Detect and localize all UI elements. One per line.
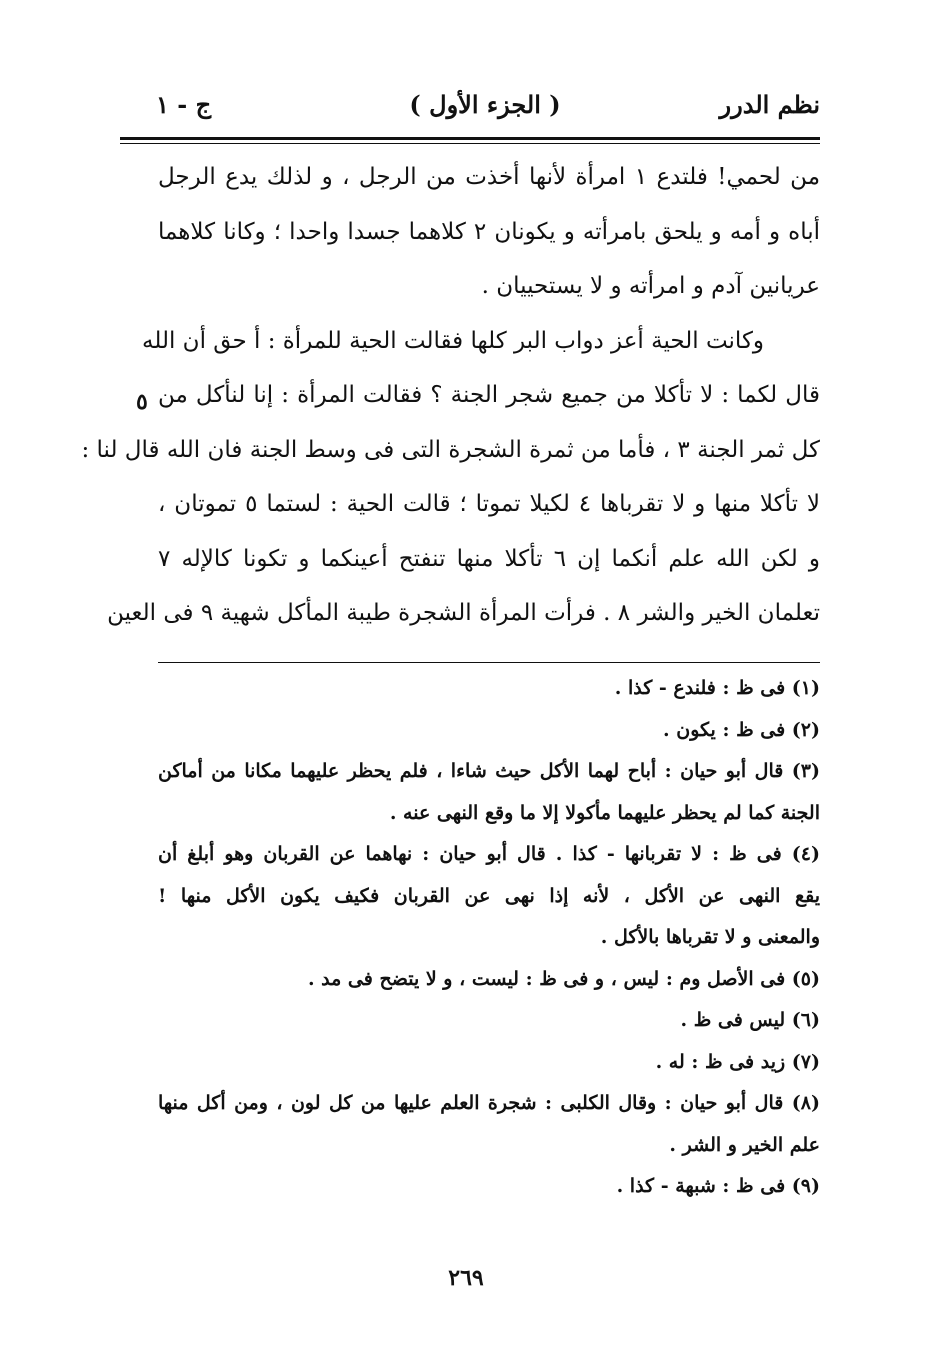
text-line: و لكن الله علم أنكما إن ٦ تأكلا منها تنفتح أعينكما و تكونا كالإله ٧ [158,545,820,572]
text-line: كل ثمر الجنة ٣ ، فأما من ثمرة الشجرة التى فى وسط الجنة فان الله قال لنا : [81,436,820,463]
running-header [150,86,820,130]
main-text [81,150,821,641]
text-line: وكانت الحية أعز دواب البر كلها فقالت الحية للمرأة : أ حق أن الله [142,327,764,354]
footnotes [158,668,820,1208]
text-line: أباه و أمه و يلحق بامرأته و يكونان ٢ كلاهما جسدا واحدا ؛ وكانا كلاهما [158,218,820,245]
header-rule-thin [120,143,820,144]
footnote-line: (٨) قال أبو حيان : وقال الكلبى : شجرة العلم عليها من كل لون ، ومن أكل منها [158,1092,820,1114]
text-line: تعلمان الخير والشر ٨ . فرأت المرأة الشجرة طيبة المأكل شهية ٩ فى العين [107,600,820,626]
page-number: ٢٦٩ [448,1265,484,1291]
footnote-line: (٧) زيد فى ظ : له . [655,1050,820,1073]
footnote-line: علم الخير و الشر . [669,1133,820,1156]
part-label: ( الجزء الأول ) [409,90,561,119]
header-rule-thick [120,137,820,140]
footnote-line: (١) فى ظ : فلندع - كذا . [614,677,820,699]
footnote-rule [158,662,820,663]
book-title: نظم الدرر [719,90,820,119]
footnote-line: يقع النهى عن الأكل ، لأنه إذا نهى عن القربان فكيف يكون الأكل منها ! [158,884,820,907]
footnote-line: الجنة كما لم يحظر عليهما مأكولا إلا ما وقع النهى عنه . [389,801,820,824]
footnote-line: والمعنى و لا تقرباها بالأكل . [600,926,820,948]
footnote-line: (٩) فى ظ : شبهة - كذا . [616,1175,820,1197]
volume-label: ج - ١ [156,90,212,119]
text-line: لا تأكلا منها و لا تقرباها ٤ لكيلا تموتا ؛ قالت الحية : لستما ٥ تموتان ، [158,491,821,517]
footnote-line: (٥) فى الأصل وم : ليس ، و فى ظ : ليست ، و لا يتضح فى مد . [307,967,820,990]
text-line: عريانين آدم و امرأته و لا يستحييان . [481,273,820,299]
footnote-line: (٤) فى ظ : لا تقربانها - كذا . قال أبو حيان : نهاهما عن القربان وهو أبلغ أن [158,843,820,865]
footnote-line: (٦) ليس فى ظ . [680,1009,820,1031]
footnote-line: (٢) فى ظ : يكون . [663,718,820,741]
text-line: من لحمي! فلتدع ١ امرأة لأنها أخذت من الرجل ، و لذلك يدع الرجل [158,164,821,190]
margin-line-number: ٥ [136,389,148,415]
text-line: قال لكما : لا تأكلا من جميع شجر الجنة ؟ فقالت المرأة : إنا لنأكل من [158,382,820,408]
footnote-line: (٣) قال أبو حيان : أباح لهما الأكل حيث شاءا ، فلم يحظر عليهما مكانا من أماكن [158,760,820,782]
